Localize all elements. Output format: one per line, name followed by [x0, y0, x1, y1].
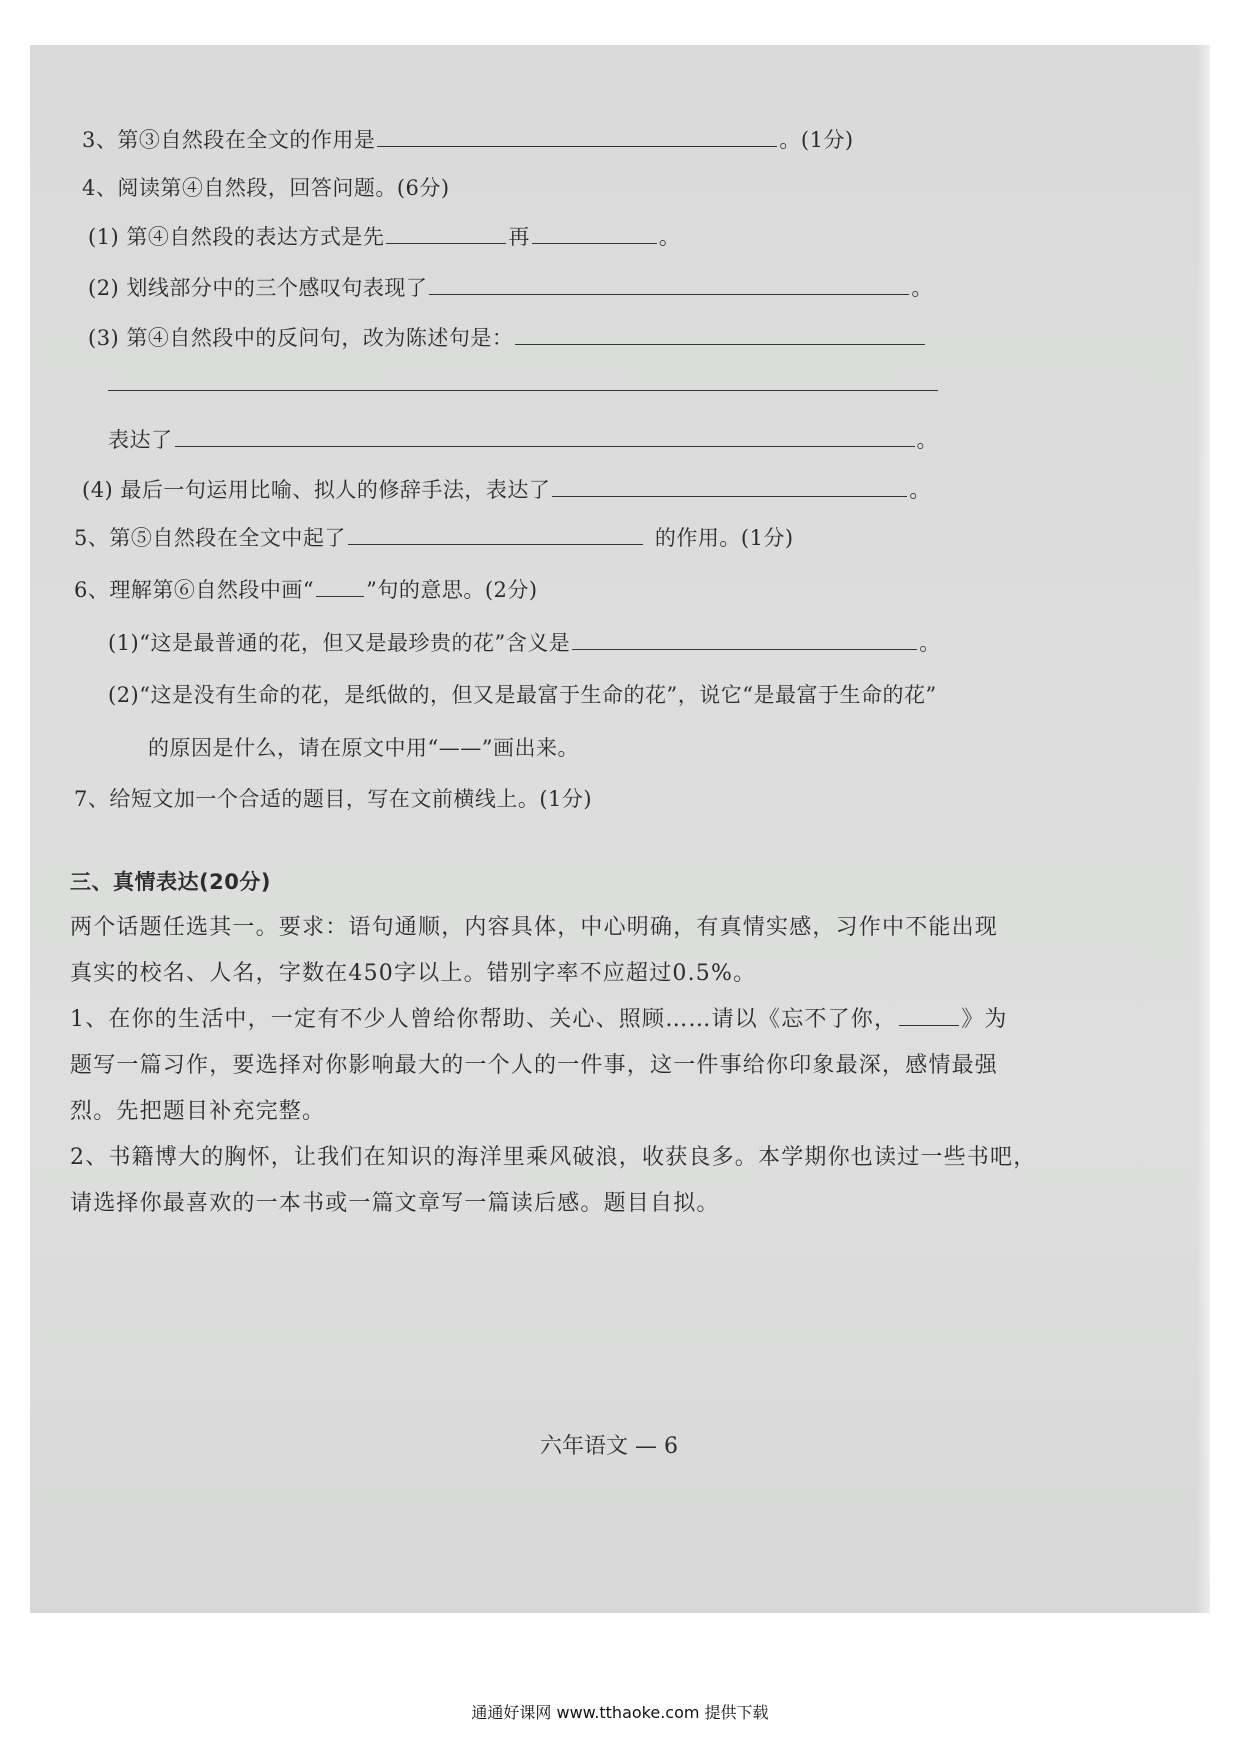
- section-3-heading: 三、真情表达(20分): [70, 870, 271, 894]
- answer-blank: [532, 223, 657, 244]
- answer-blank: [348, 524, 643, 545]
- section-3-intro-line-2: 真实的校名、人名，字数在450字以上。错别字率不应超过0.5%。: [70, 961, 757, 986]
- question-4-3b-text: 表达了: [108, 428, 173, 452]
- question-6-text: 6、理解第⑥自然段中画“: [74, 578, 315, 602]
- question-4-1: [88, 222, 680, 252]
- topic-2-line-2: 请选择你最喜欢的一本书或一篇文章写一篇读后感。题目自拟。: [70, 1191, 720, 1216]
- question-4-2-text: (2) 划线部分中的三个感叹句表现了: [88, 276, 428, 300]
- question-5-text: 5、第⑤自然段在全文中起了: [74, 526, 346, 550]
- answer-blank: [515, 324, 925, 345]
- question-4-4-end: 。: [909, 478, 931, 502]
- question-5: [74, 523, 794, 553]
- page-edge-shadow: [1196, 45, 1210, 1613]
- question-6-1-end: 。: [919, 631, 941, 655]
- page-footer-label: 六年语文 — 6: [540, 1434, 678, 1459]
- question-4-4-text: (4) 最后一句运用比喻、拟人的修辞手法，表达了: [82, 478, 551, 502]
- question-4-1-text: (1) 第④自然段的表达方式是先: [88, 225, 385, 249]
- topic-1-text: 1、在你的生活中，一定有不少人曾给你帮助、关心、照顾……请以《忘不了你，: [70, 1007, 898, 1032]
- question-4-3b-end: 。: [916, 428, 938, 452]
- question-6-2: (2)“这是没有生命的花，是纸做的，但又是最富于生命的花”，说它“是最富于生命的花”: [108, 683, 937, 707]
- underline-sample: [316, 576, 364, 597]
- answer-blank: [429, 274, 909, 295]
- question-4-1-mid: 再: [508, 225, 530, 249]
- question-3-text: 3、第③自然段在全文的作用是: [82, 128, 376, 152]
- topic-1-line-2: 题写一篇习作，要选择对你影响最大的一个人的一件事，这一件事给你印象最深，感情最强: [70, 1053, 999, 1078]
- question-6: [74, 575, 538, 605]
- question-4-3-text: (3) 第④自然段中的反问句，改为陈述句是：: [88, 326, 514, 350]
- scanned-exam-page: [30, 45, 1210, 1613]
- question-3-score: 。(1分): [779, 128, 854, 152]
- answer-blank: [175, 426, 915, 447]
- section-3-intro-line-1: 两个话题任选其一。要求：语句通顺，内容具体，中心明确，有真情实感，习作中不能出现: [70, 915, 999, 940]
- question-4-1-end: 。: [658, 225, 681, 249]
- topic-2-line-1: 2、书籍博大的胸怀，让我们在知识的海洋里乘风破浪，收获良多。本学期你也读过一些书吧，: [70, 1145, 1037, 1170]
- question-3: [82, 125, 854, 155]
- question-4: 4、阅读第④自然段，回答问题。(6分): [82, 176, 450, 200]
- question-5-end: 的作用。(1分): [654, 526, 794, 550]
- answer-blank: [552, 476, 907, 497]
- question-4-3-expression: [108, 425, 938, 455]
- question-6-1-text: (1)“这是最普通的花，但又是最珍贵的花”含义是: [108, 631, 571, 655]
- question-4-3: [88, 323, 927, 353]
- question-7: 7、给短文加一个合适的题目，写在文前横线上。(1分): [74, 787, 593, 811]
- answer-line: [108, 390, 938, 391]
- question-6-2-continued: 的原因是什么，请在原文中用“——”画出来。: [148, 736, 579, 760]
- answer-blank: [386, 223, 506, 244]
- topic-1-line-3: 烈。先把题目补充完整。: [70, 1099, 326, 1124]
- question-6-end: ”句的意思。(2分): [366, 578, 538, 602]
- answer-blank: [572, 629, 917, 650]
- title-blank: [899, 1005, 959, 1026]
- topic-1-text-end: 》为: [961, 1007, 1008, 1032]
- question-4-2: [88, 273, 933, 303]
- question-4-2-end: 。: [911, 276, 933, 300]
- question-4-4: [82, 475, 931, 505]
- answer-blank: [377, 126, 777, 147]
- question-6-1: [108, 628, 941, 658]
- download-credit: 通通好课网 www.tthaoke.com 提供下载: [471, 1703, 769, 1722]
- topic-1-line-1: [70, 1005, 1008, 1035]
